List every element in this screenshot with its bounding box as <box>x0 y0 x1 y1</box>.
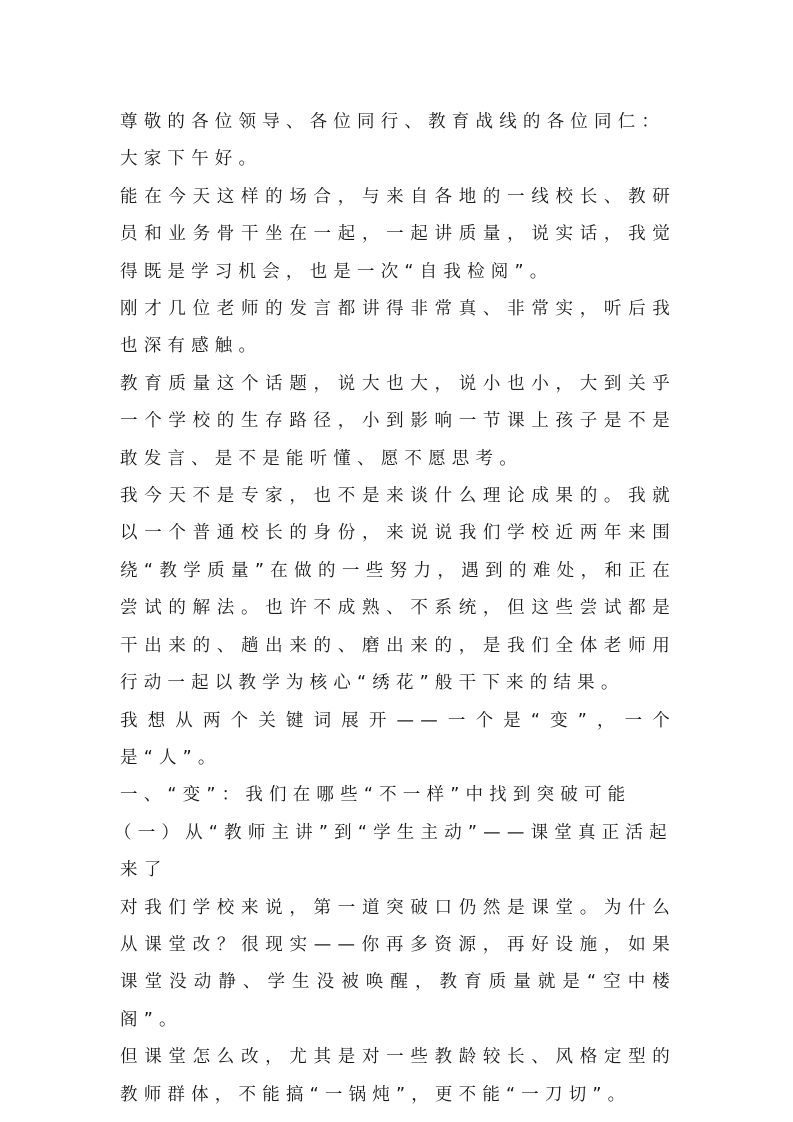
body-paragraph: 我今天不是专家，也不是来谈什么理论成果的。我就以一个普通校长的身份，来说说我们学校近两年来围绕“教学质量”在做的一些努力，遇到的难处，和正在尝试的解法。也许不成熟、不系统，但这些尝试都是干出来的、趟出来的、磨出来的，是我们全体老师用行动一起以教学为核心“绣花”般干下来的结果。 <box>120 486 676 694</box>
salutation: 尊敬的各位领导、各位同行、教育战线的各位同仁： <box>120 112 666 132</box>
body-paragraph: 我想从两个关键词展开——一个是“变”，一个是“人”。 <box>120 710 676 768</box>
subsection-heading: （一）从“教师主讲”到“学生主动”——课堂真正活起来了 <box>114 822 673 881</box>
body-paragraph: 对我们学校来说，第一道突破口仍然是课堂。为什么从课堂改？很现实——你再多资源，再好设施，如果课堂没动静、学生没被唤醒，教育质量就是“空中楼阁”。 <box>120 897 676 1030</box>
body-paragraph: 但课堂怎么改，尤其是对一些教龄较长、风格定型的教师群体，不能搞“一锅炖”，更不能“一刀切”。 <box>120 1047 676 1105</box>
body-paragraph: 刚才几位老师的发言都讲得非常真、非常实，听后我也深有感触。 <box>120 299 676 357</box>
greeting: 大家下午好。 <box>120 149 263 170</box>
document-page <box>114 104 676 1114</box>
body-paragraph: 能在今天这样的场合，与来自各地的一线校长、教研员和业务骨干坐在一起，一起讲质量，说实话，我觉得既是学习机会，也是一次“自我检阅”。 <box>120 186 676 282</box>
body-paragraph: 教育质量这个话题，说大也大，说小也小，大到关乎一个学校的生存路径，小到影响一节课上孩子是不是敢发言、是不是能听懂、愿不愿思考。 <box>120 373 676 469</box>
section-heading: 一、“变”：我们在哪些“不一样”中找到突破可能 <box>120 785 632 806</box>
